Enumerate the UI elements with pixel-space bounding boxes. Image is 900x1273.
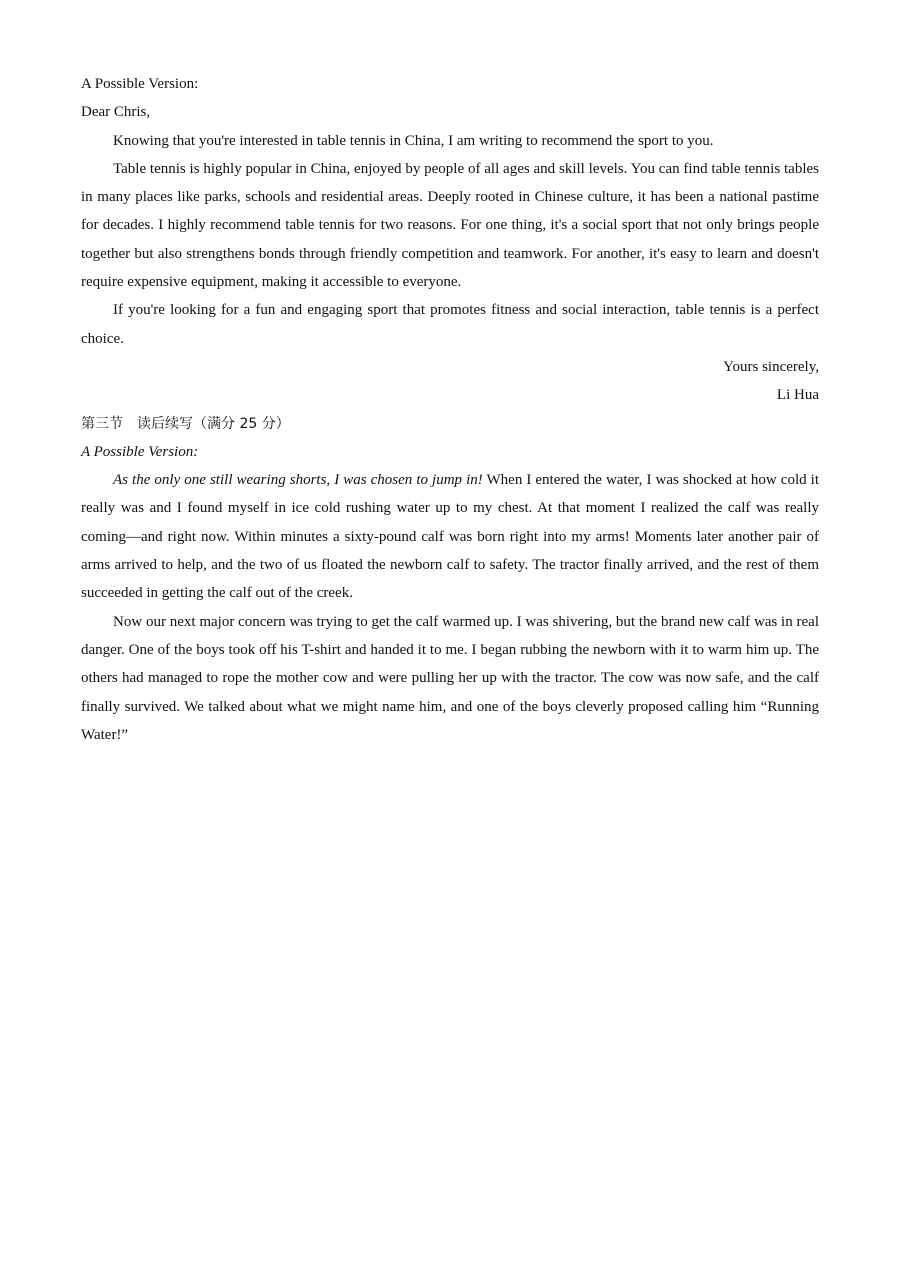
letter-heading: A Possible Version: (81, 76, 199, 92)
letter-salutation: Dear Chris, (81, 104, 151, 121)
letter-paragraph-2: Table tennis is highly popular in China, enjoyed by people of all ages and skill levels. You can find table tennis tables in many places like parks, schools and residential areas. Deeply rooted in Chinese culture, it has been a national pastime for decades. I highly recommend table tennis for two reasons. For one thing, it's a social sport that not only brings people together but also strengthens bonds through friendly competition and teamwork. For another, it's easy to learn and doesn't require expensive equipment, making it accessible to everyone. (81, 160, 819, 291)
section-heading: A Possible Version: (81, 443, 199, 460)
letter-closing: Yours sincerely, (723, 358, 819, 375)
letter-signature: Li Hua (776, 387, 819, 404)
story-lead-sentence: As the only one still wearing shorts, I was chosen to jump in! (113, 472, 483, 489)
story-paragraph-1 (81, 466, 819, 607)
story-paragraph-1-rest: When I entered the water, I was shocked at how cold it really was and I found myself in ice cold rushing water up to my chest. At that moment I realized the calf was really coming—and right now. Within minutes a sixty-pound calf was born right into my arms! Moments later another pair of arms arrived to help, and the two of us floated the newborn calf to safety. The tractor finally arrived, and the rest of them succeeded in getting the calf out of the creek. (81, 472, 819, 602)
section-title: 第三节 读后续写（满分 25 分） (81, 415, 290, 432)
letter-paragraph-3: If you're looking for a fun and engaging sport that promotes fitness and social interaction, table tennis is a perfect choice. (81, 302, 819, 347)
document-page (81, 70, 819, 749)
story-paragraph-2: Now our next major concern was trying to get the calf warmed up. I was shivering, but the brand new calf was in real danger. One of the boys took off his T-shirt and handed it to me. I began rubbing the newborn with it to warm him up. The others had managed to rope the mother cow and were pulling her up with the tractor. The cow was now safe, and the calf finally survived. We talked about what we might name him, and one of the boys cleverly proposed calling him “Running Water!” (81, 613, 819, 743)
letter-paragraph-1: Knowing that you're interested in table tennis in China, I am writing to recommend the sport to you. (113, 132, 714, 149)
